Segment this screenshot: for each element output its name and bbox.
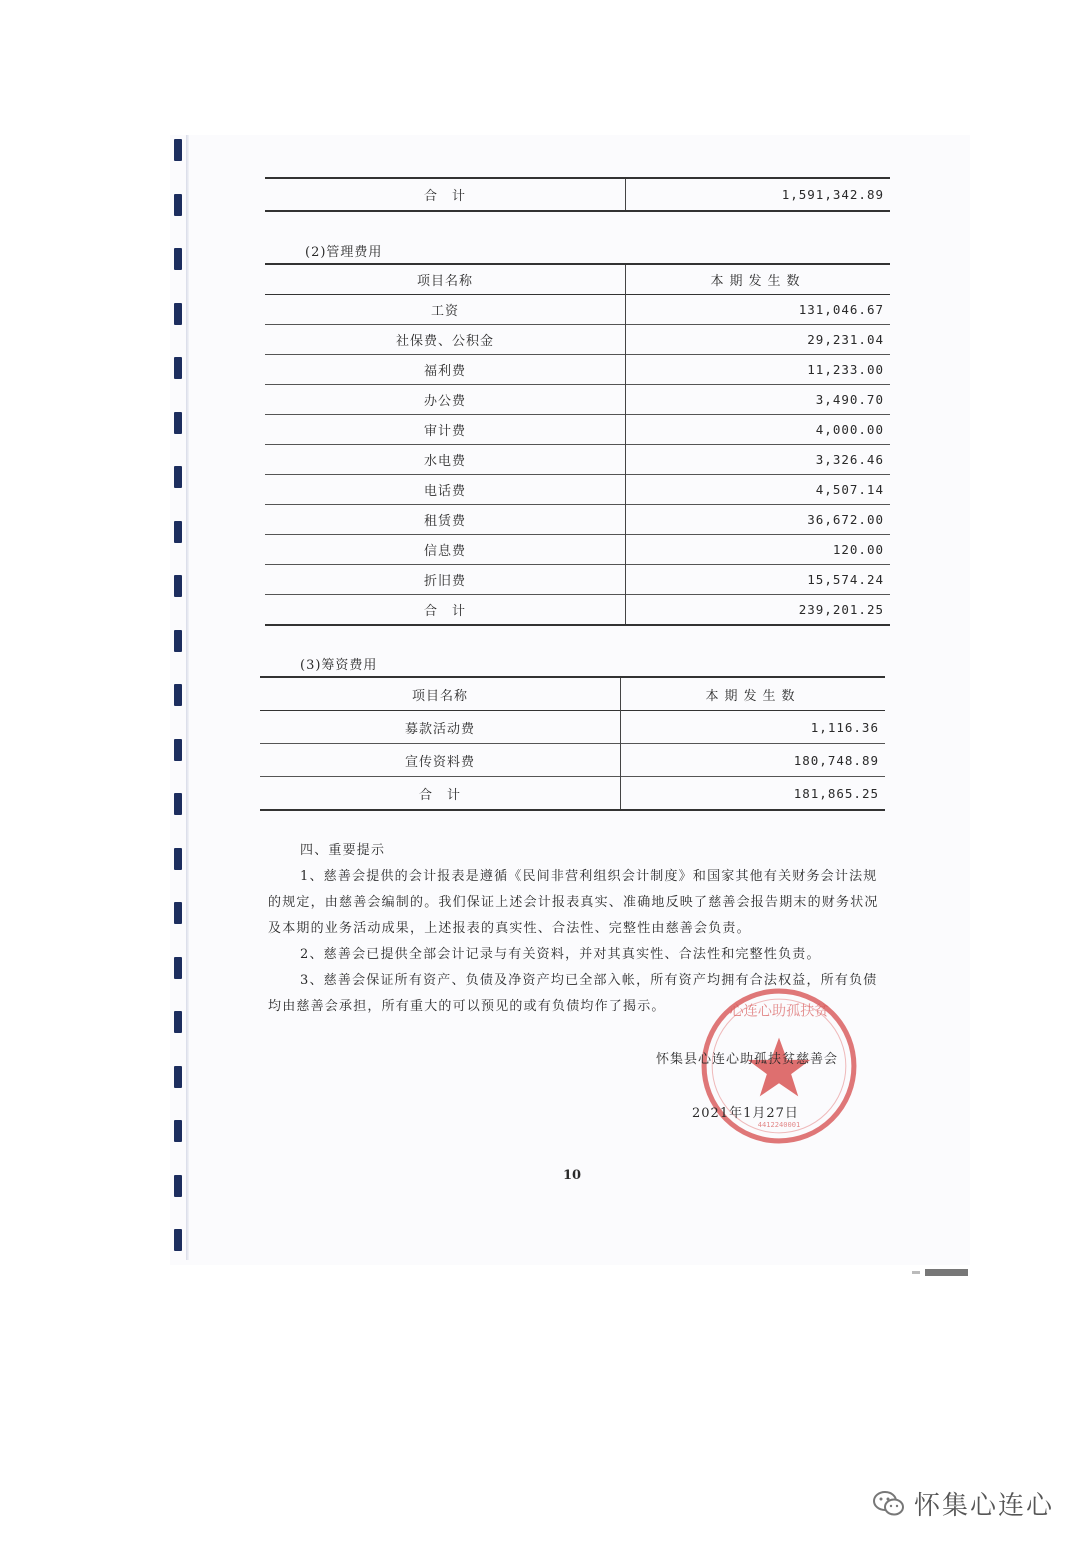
header-name: 项目名称	[260, 677, 621, 711]
spiral-binding	[174, 135, 184, 1260]
binding-hole	[174, 1175, 182, 1197]
row-name: 租赁费	[265, 505, 626, 535]
table-header-row	[265, 264, 890, 295]
table-row	[265, 505, 890, 535]
binding-hole	[174, 303, 182, 325]
note-item: 2、慈善会已提供全部会计记录与有关资料，并对其真实性、合法性和完整性负责。	[300, 947, 821, 962]
header-value: 本期发生数	[710, 274, 806, 289]
row-name: 福利费	[265, 355, 626, 385]
row-value: 180,748.89	[793, 752, 879, 768]
binding-hole	[174, 412, 182, 434]
row-name: 宣传资料费	[260, 744, 621, 777]
binding-hole	[174, 630, 182, 652]
total-name: 合 计	[260, 777, 621, 811]
row-name: 电话费	[265, 475, 626, 505]
table-row	[265, 178, 890, 211]
table-row	[265, 385, 890, 415]
binding-hole	[174, 521, 182, 543]
binding-hole	[174, 466, 182, 488]
table-row	[265, 445, 890, 475]
signature-date: 2021年1月27日	[692, 1106, 799, 1121]
section-title-management: (2)管理费用	[305, 245, 383, 260]
table-row	[265, 565, 890, 595]
svg-text:心连心助孤扶贫: 心连心助孤扶贫	[729, 1003, 829, 1020]
row-name: 合 计	[265, 178, 626, 211]
binding-hole	[174, 194, 182, 216]
row-value: 4,507.14	[815, 482, 884, 497]
watermark	[872, 1485, 1054, 1522]
row-value: 4,000.00	[815, 422, 884, 437]
binding-hole	[174, 1120, 182, 1142]
note-item: 3、慈善会保证所有资产、负债及净资产均已全部入帐，所有资产均拥有合法权益，所有负债均由慈善会承担，所有重大的可以预见的或有负债均作了揭示。	[268, 973, 878, 1014]
table-row	[260, 744, 885, 777]
watermark-text: 怀集心连心	[914, 1491, 1055, 1521]
row-value: 120.00	[832, 542, 884, 557]
row-value: 11,233.00	[807, 362, 884, 377]
binding-hole	[174, 684, 182, 706]
binding-hole	[174, 1066, 182, 1088]
header-name: 项目名称	[265, 264, 626, 295]
binding-hole	[174, 357, 182, 379]
row-name: 募款活动费	[260, 711, 621, 744]
row-value: 131,046.67	[798, 302, 884, 317]
section-title-fundraising: (3)筹资费用	[300, 658, 378, 673]
total-name: 合 计	[265, 595, 626, 626]
total-value: 239,201.25	[798, 602, 884, 617]
svg-text:4412240001: 4412240001	[757, 1119, 801, 1129]
binding-hole	[174, 739, 182, 761]
row-name: 水电费	[265, 445, 626, 475]
row-value: 29,231.04	[807, 332, 884, 347]
row-name: 审计费	[265, 415, 626, 445]
binding-hole	[174, 575, 182, 597]
row-name: 社保费、公积金	[265, 325, 626, 355]
scan-mark	[912, 1271, 920, 1274]
table-row	[265, 325, 890, 355]
note-item: 1、慈善会提供的会计报表是遵循《民间非营利组织会计制度》和国家其他有关财务会计法规的规定，由慈善会编制的。我们保证上述会计报表真实、准确地反映了慈善会报告期末的财务状况及本期的业务活动成果，上述报表的真实性、合法性、完整性由慈善会负责。	[268, 869, 879, 936]
row-name: 折旧费	[265, 565, 626, 595]
row-name: 信息费	[265, 535, 626, 565]
table-row	[265, 535, 890, 565]
signer-organization: 怀集县心连心助孤扶贫慈善会	[656, 1052, 839, 1067]
binding-hole	[174, 793, 182, 815]
wechat-icon	[872, 1489, 906, 1519]
table-row	[260, 711, 885, 744]
row-value: 3,326.46	[815, 452, 884, 467]
binding-hole	[174, 139, 182, 161]
row-name: 办公费	[265, 385, 626, 415]
binding-hole	[174, 848, 182, 870]
row-value: 36,672.00	[807, 512, 884, 527]
table-row	[265, 355, 890, 385]
binding-hole	[174, 1229, 182, 1251]
table-total-row	[260, 777, 885, 811]
notes-heading: 四、重要提示	[300, 843, 386, 858]
table-row	[265, 475, 890, 505]
table-row	[265, 415, 890, 445]
binding-edge	[186, 135, 189, 1260]
table-previous-total	[265, 177, 890, 212]
total-value: 181,865.25	[793, 785, 879, 801]
row-value: 1,591,342.89	[781, 187, 884, 202]
scan-mark	[925, 1269, 968, 1276]
table-management-expenses	[265, 263, 890, 626]
binding-hole	[174, 957, 182, 979]
binding-hole	[174, 902, 182, 924]
binding-hole	[174, 248, 182, 270]
header-value: 本期发生数	[705, 688, 801, 704]
page-number: 10	[563, 1168, 582, 1183]
table-row	[265, 295, 890, 325]
table-fundraising-expenses	[260, 676, 885, 811]
table-total-row	[265, 595, 890, 626]
binding-hole	[174, 1011, 182, 1033]
row-value: 1,116.36	[810, 719, 879, 735]
row-name: 工资	[265, 295, 626, 325]
row-value: 3,490.70	[815, 392, 884, 407]
table-header-row	[260, 677, 885, 711]
row-value: 15,574.24	[807, 572, 884, 587]
